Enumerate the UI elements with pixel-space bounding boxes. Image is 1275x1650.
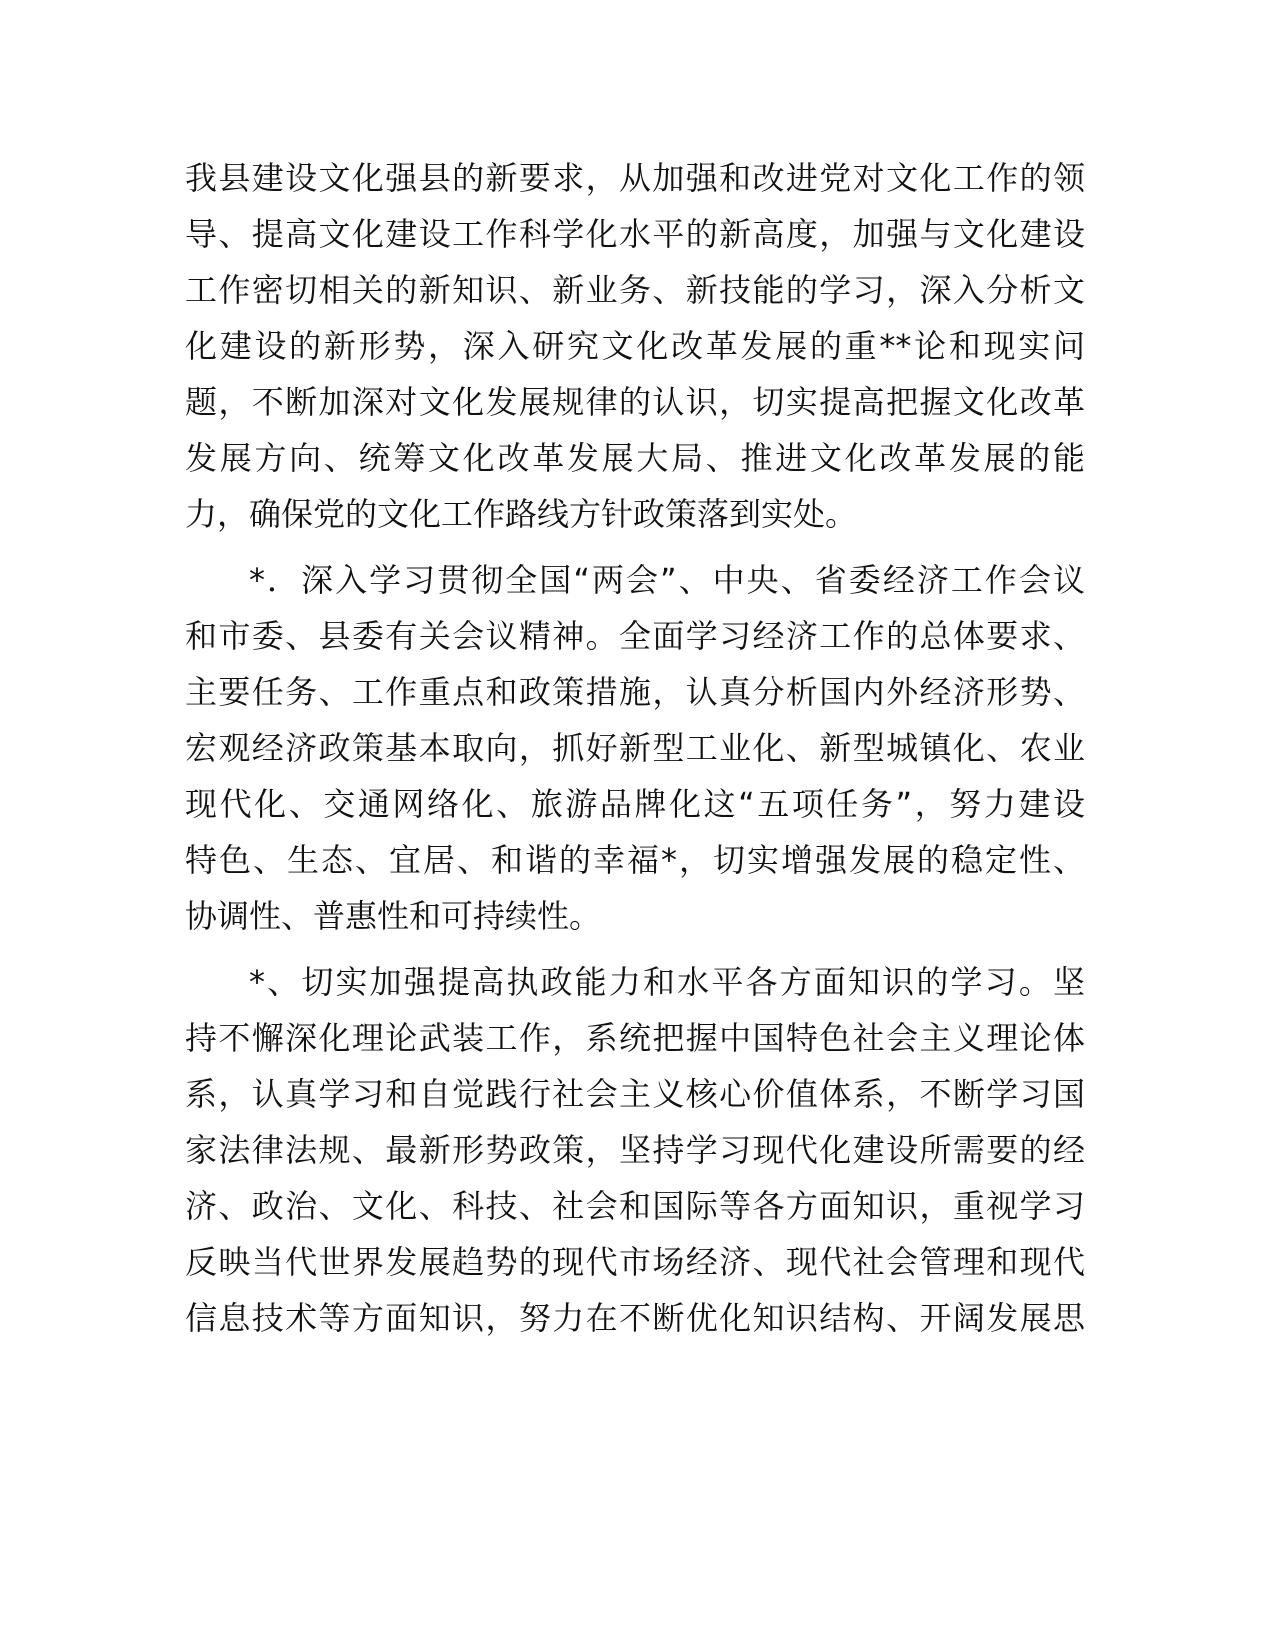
paragraph-3 (185, 954, 1085, 1346)
paragraph-spacer (185, 542, 1085, 552)
text-line: 主要任务、工作重点和政策措施，认真分析国内外经济形势、 (185, 673, 1085, 711)
text-line: 协调性、普惠性和可持续性。 (185, 897, 602, 935)
text-line: 力，确保党的文化工作路线方针政策落到实处。 (185, 495, 858, 533)
text-line: 和市委、县委有关会议精神。全面学习经济工作的总体要求、 (185, 617, 1085, 655)
text-line: 济、政治、文化、科技、社会和国际等各方面知识，重视学习 (185, 1187, 1085, 1225)
text-line: 特色、生态、宜居、和谐的幸福*，切实增强发展的稳定性、 (185, 841, 1085, 879)
text-line: *、切实加强提高执政能力和水平各方面知识的学习。坚 (249, 963, 1085, 1001)
text-line: 系，认真学习和自觉践行社会主义核心价值体系，不断学习国 (185, 1075, 1085, 1113)
text-line: *．深入学习贯彻全国“两会”、中央、省委经济工作会议 (249, 561, 1085, 599)
text-line: 信息技术等方面知识，努力在不断优化知识结构、开阔发展思 (185, 1299, 1085, 1337)
text-line: 导、提高文化建设工作科学化水平的新高度，加强与文化建设 (185, 215, 1085, 253)
paragraph-2 (185, 552, 1085, 944)
document-body (185, 150, 1085, 1346)
paragraph-1 (185, 150, 1085, 542)
text-line: 家法律法规、最新形势政策，坚持学习现代化建设所需要的经 (185, 1131, 1085, 1169)
text-line: 现代化、交通网络化、旅游品牌化这“五项任务”，努力建设 (185, 785, 1085, 823)
text-line: 化建设的新形势，深入研究文化改革发展的重**论和现实问 (185, 327, 1085, 365)
text-line: 反映当代世界发展趋势的现代市场经济、现代社会管理和现代 (185, 1243, 1085, 1281)
text-line: 工作密切相关的新知识、新业务、新技能的学习，深入分析文 (185, 271, 1085, 309)
text-line: 我县建设文化强县的新要求，从加强和改进党对文化工作的领 (185, 159, 1085, 197)
text-line: 发展方向、统筹文化改革发展大局、推进文化改革发展的能 (185, 439, 1085, 477)
paragraph-spacer (185, 944, 1085, 954)
text-line: 宏观经济政策基本取向，抓好新型工业化、新型城镇化、农业 (185, 729, 1085, 767)
text-line: 题，不断加深对文化发展规律的认识，切实提高把握文化改革 (185, 383, 1085, 421)
text-line: 持不懈深化理论武装工作，系统把握中国特色社会主义理论体 (185, 1019, 1085, 1057)
